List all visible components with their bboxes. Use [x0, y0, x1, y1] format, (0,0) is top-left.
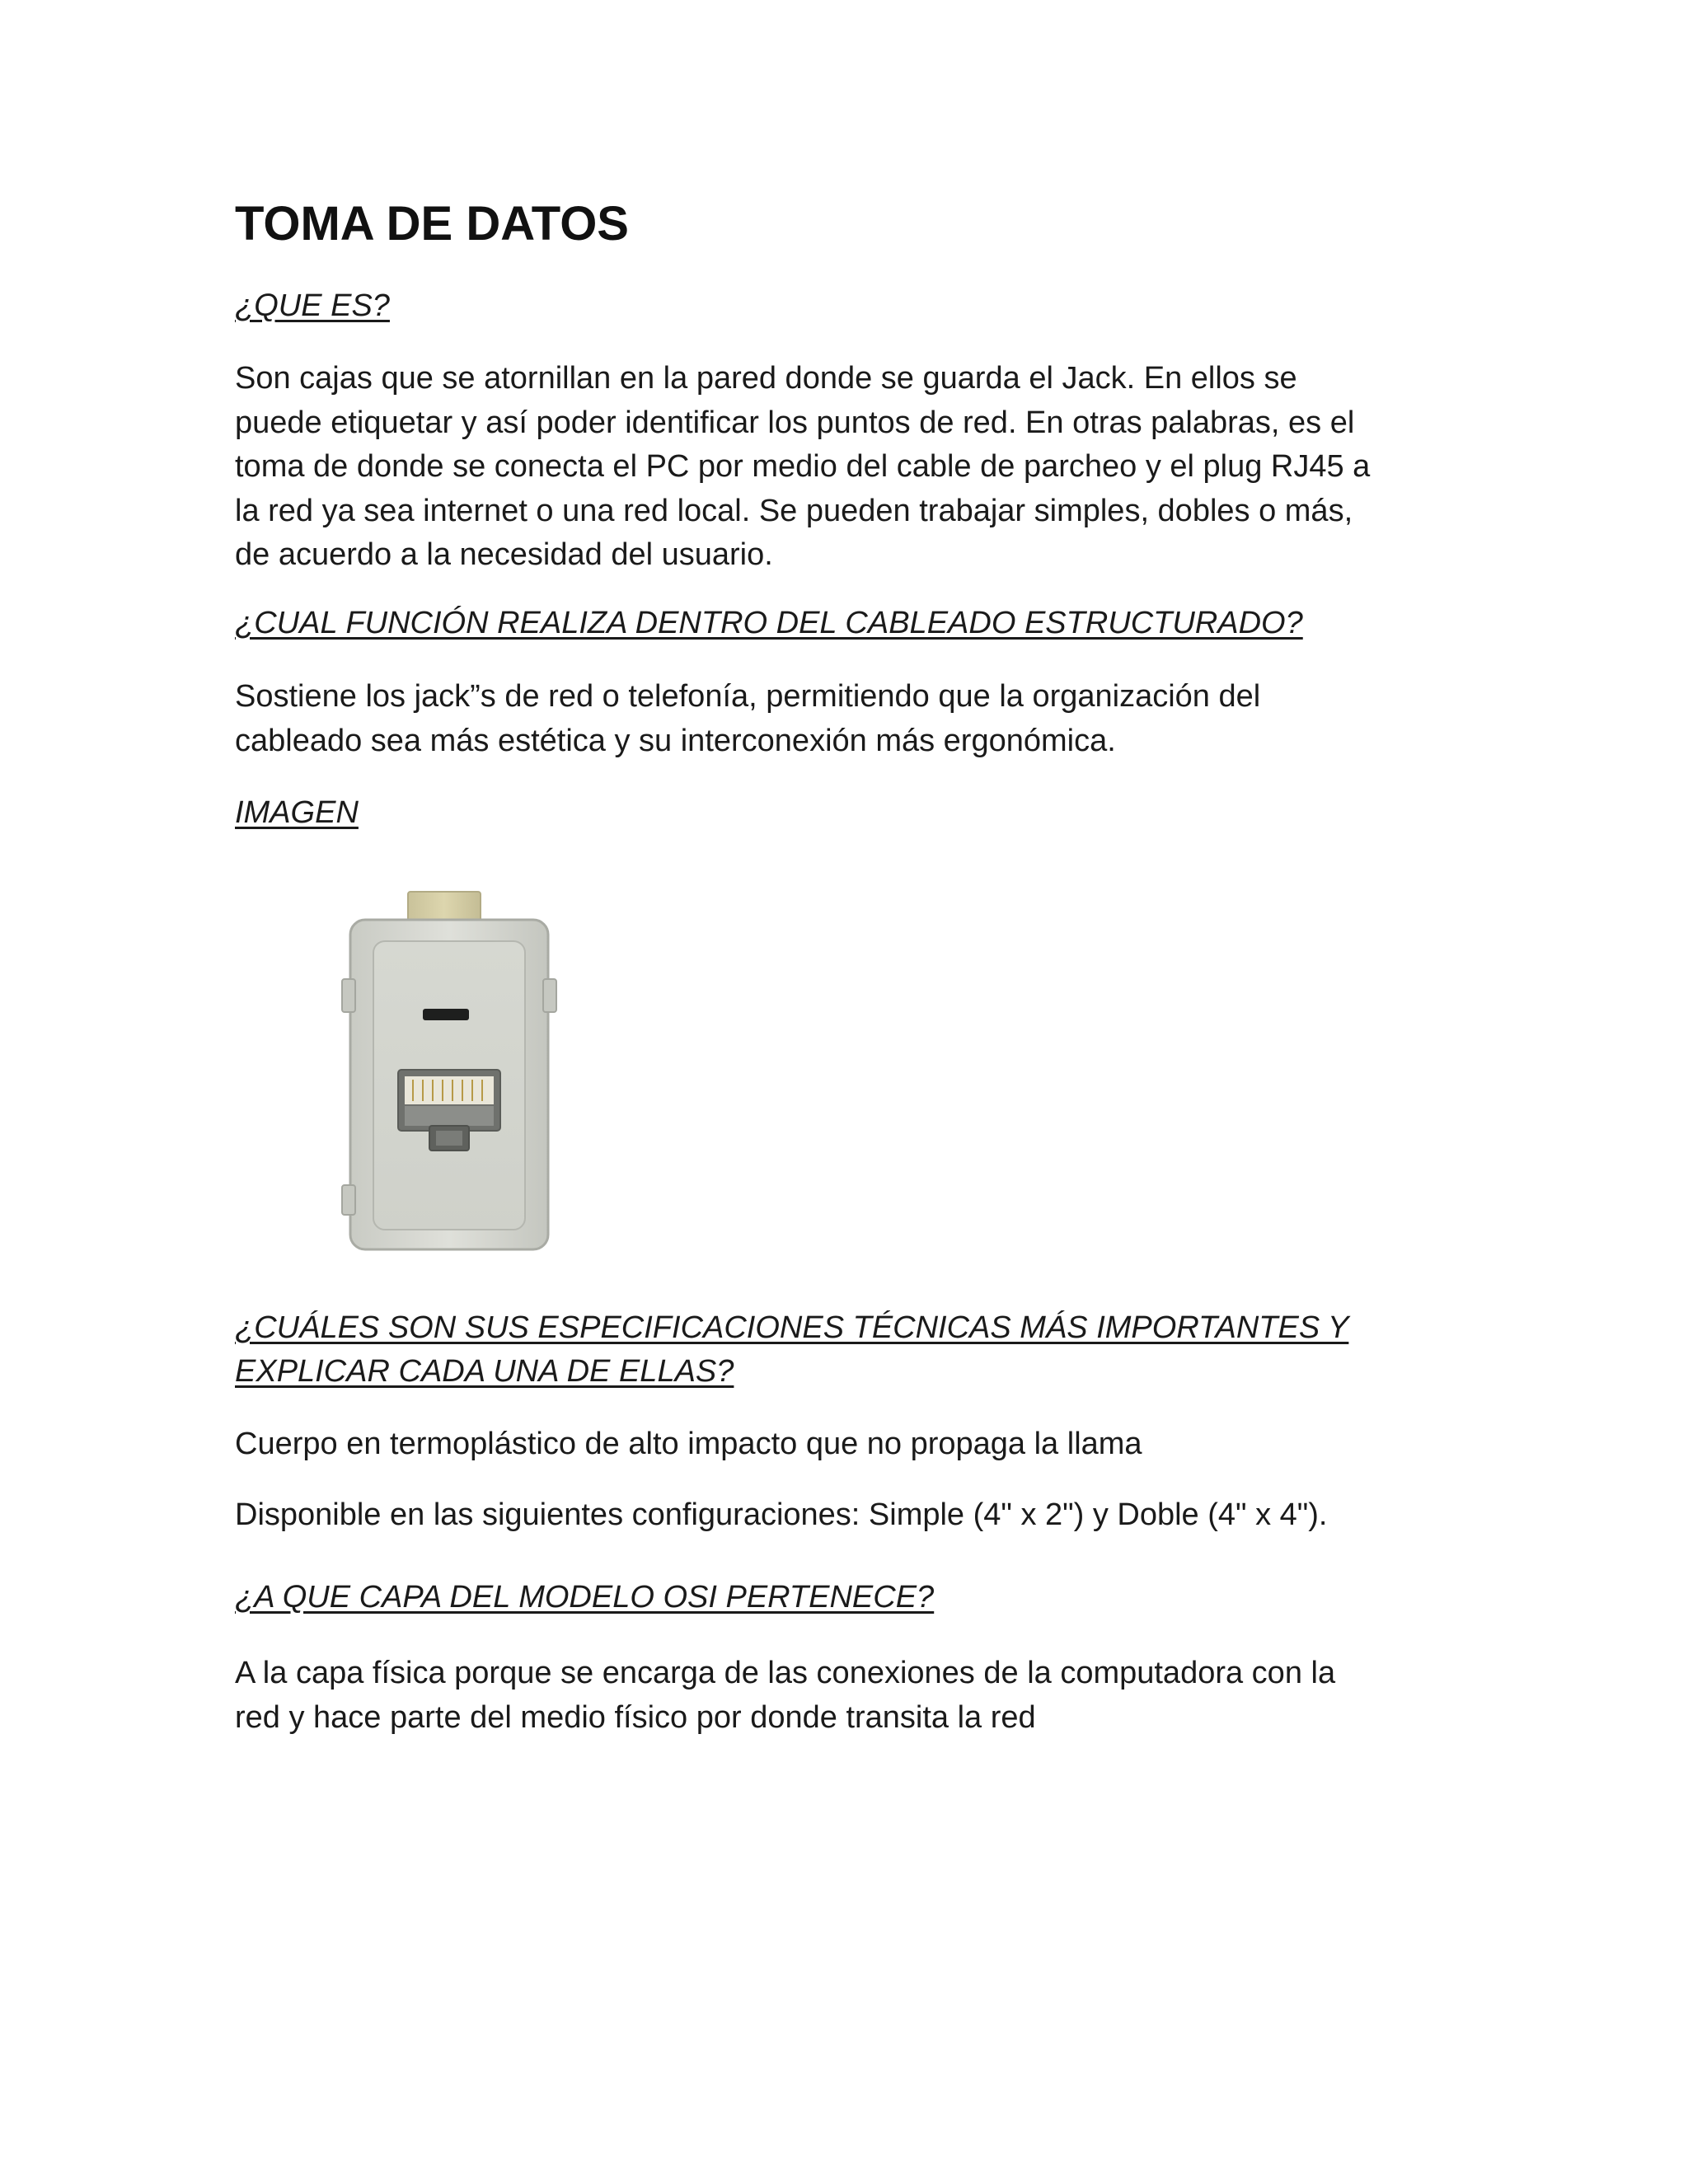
section-body-funcion: Sostiene los jack”s de red o telefonía, permitiendo que la organización del cableado sea más estética y su interconexión más ergonómica.	[235, 679, 1261, 758]
rj45-wall-jack-photo-icon	[334, 872, 565, 1268]
spec-line-1: Cuerpo en termoplástico de alto impacto que no propaga la llama	[235, 1427, 1142, 1461]
document-title: TOMA DE DATOS	[235, 197, 629, 251]
section-heading-imagen: IMAGEN	[235, 795, 359, 830]
section-heading-que-es: ¿QUE ES?	[235, 288, 390, 323]
section-heading-capa-osi: ¿A QUE CAPA DEL MODELO OSI PERTENECE?	[235, 1580, 935, 1615]
rj45-wall-jack-image	[334, 872, 565, 1268]
section-body-capa-osi: A la capa física porque se encarga de las conexiones de la computadora con la red y hace parte del medio físico por donde transita la red	[235, 1656, 1336, 1735]
section-body-que-es: Son cajas que se atornillan en la pared donde se guarda el Jack. En ellos se puede etiquetar y así poder identificar los puntos de red. En otras palabras, es el toma de donde se conecta el PC por medio del cable de parcheo y el plug RJ45 a la red ya sea internet o una red local. Se pueden trabajar simples, dobles o más, de acuerdo a la necesidad del usuario.	[235, 361, 1371, 572]
section-heading-funcion: ¿CUAL FUNCIÓN REALIZA DENTRO DEL CABLEADO ESTRUCTURADO?	[235, 606, 1303, 640]
spec-line-2: Disponible en las siguientes configuraciones: Simple (4" x 2") y Doble (4" x 4").	[235, 1497, 1328, 1532]
section-heading-especificaciones: ¿CUÁLES SON SUS ESPECIFICACIONES TÉCNICAS MÁS IMPORTANTES Y EXPLICAR CADA UNA DE ELLAS?	[235, 1310, 1349, 1389]
